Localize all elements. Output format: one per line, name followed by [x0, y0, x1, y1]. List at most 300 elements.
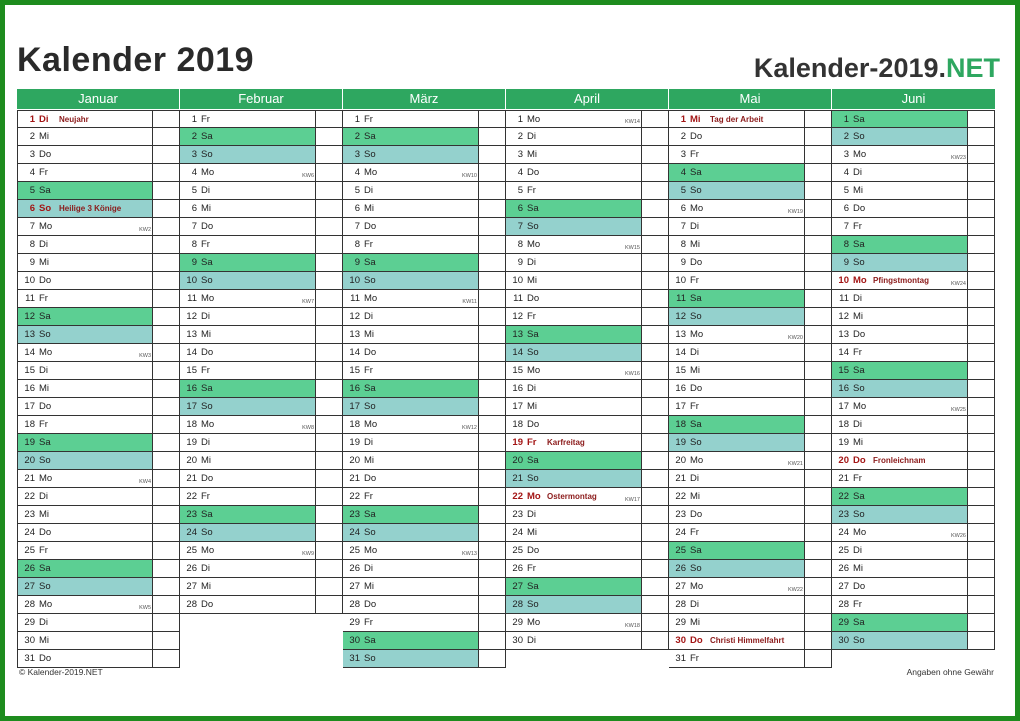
- day-number: 1: [29, 113, 35, 125]
- extra-box: [967, 164, 994, 181]
- day-number: 2: [29, 131, 35, 142]
- day-row: [506, 488, 669, 506]
- day-number: 27: [186, 581, 197, 592]
- weekday-label: Fr: [690, 149, 699, 160]
- weekday-label: So: [527, 473, 539, 484]
- weekday-label: Sa: [364, 131, 376, 142]
- day-row: [669, 560, 832, 578]
- day-number: 7: [29, 221, 35, 232]
- day-row: [180, 506, 343, 524]
- holiday-label: Fronleichnam: [873, 456, 926, 465]
- extra-box: [478, 398, 505, 415]
- day-row: [343, 308, 506, 326]
- day-number: 3: [29, 149, 35, 160]
- day-number: 31: [675, 653, 686, 664]
- day-row: [832, 596, 995, 614]
- extra-box: [315, 578, 342, 595]
- weekday-label: Do: [39, 527, 52, 538]
- extra-box: [967, 506, 994, 523]
- extra-box: [641, 470, 668, 487]
- weekday-label: So: [39, 203, 52, 214]
- weekday-label: Mi: [690, 491, 701, 502]
- extra-box: [641, 200, 668, 217]
- day-row: [669, 506, 832, 524]
- extra-box: [152, 596, 179, 613]
- weekday-label: Sa: [690, 167, 702, 178]
- day-row: [17, 398, 180, 416]
- extra-box: [967, 596, 994, 613]
- weekday-label: Fr: [201, 239, 210, 250]
- day-number: 20: [838, 455, 849, 466]
- day-row: [180, 524, 343, 542]
- day-number: 1: [517, 113, 523, 125]
- weekday-label: Fr: [853, 221, 862, 232]
- day-number: 29: [349, 617, 360, 628]
- day-number: 11: [839, 293, 849, 304]
- weekday-label: Mo: [690, 455, 704, 466]
- day-number: 23: [24, 509, 35, 520]
- weekday-label: Fr: [690, 401, 699, 412]
- extra-box: [804, 272, 831, 289]
- extra-box: [152, 218, 179, 235]
- weekday-label: Mi: [364, 329, 375, 340]
- day-number: 27: [838, 581, 849, 592]
- weekday-label: So: [201, 149, 213, 160]
- week-number: KW11: [462, 299, 477, 305]
- day-row: [180, 110, 343, 128]
- day-number: 28: [838, 599, 849, 610]
- weekday-label: Mi: [690, 113, 701, 125]
- day-row: [832, 290, 995, 308]
- extra-box: [804, 128, 831, 145]
- day-row: [180, 452, 343, 470]
- day-number: 5: [29, 185, 35, 196]
- day-number: 18: [512, 419, 523, 430]
- weekday-label: Mi: [201, 329, 212, 340]
- day-row: [832, 110, 995, 128]
- day-number: 7: [517, 221, 523, 232]
- extra-box: [804, 434, 831, 451]
- day-number: 3: [680, 149, 686, 160]
- day-number: 3: [354, 149, 360, 160]
- month-column: [17, 110, 180, 668]
- weekday-label: Do: [690, 131, 703, 142]
- day-number: 15: [675, 365, 686, 376]
- day-number: 23: [512, 509, 523, 520]
- day-number: 19: [349, 437, 360, 448]
- day-number: 17: [675, 401, 686, 412]
- extra-box: [804, 164, 831, 181]
- extra-box: [315, 290, 342, 307]
- day-row: [17, 290, 180, 308]
- day-number: 14: [24, 347, 35, 358]
- day-row: [506, 272, 669, 290]
- weekday-label: Sa: [527, 329, 539, 340]
- extra-box: [152, 650, 179, 667]
- day-row: [669, 470, 832, 488]
- day-number: 6: [680, 203, 686, 214]
- weekday-label: Sa: [853, 617, 865, 628]
- day-number: 11: [676, 293, 686, 304]
- day-row: [669, 578, 832, 596]
- day-row: [832, 272, 995, 290]
- copyright-note: © Kalender-2019.NET: [19, 667, 103, 677]
- day-row: [506, 560, 669, 578]
- day-number: 12: [838, 311, 849, 322]
- day-number: 13: [186, 329, 197, 340]
- extra-box: [315, 236, 342, 253]
- day-number: 26: [24, 563, 35, 574]
- extra-box: [478, 344, 505, 361]
- extra-box: [804, 416, 831, 433]
- extra-box: [478, 614, 505, 631]
- extra-box: [804, 506, 831, 523]
- extra-box: [315, 434, 342, 451]
- day-number: 6: [29, 203, 35, 214]
- week-number: KW13: [462, 551, 477, 557]
- week-number: KW22: [788, 587, 803, 593]
- extra-box: [967, 632, 994, 649]
- weekday-label: Fr: [527, 185, 536, 196]
- weekday-label: So: [853, 383, 865, 394]
- weekday-label: Sa: [364, 509, 376, 520]
- day-row: [343, 596, 506, 614]
- day-row: [180, 128, 343, 146]
- extra-box: [967, 434, 994, 451]
- day-number: 28: [675, 599, 686, 610]
- day-row: [669, 380, 832, 398]
- weekday-label: Di: [39, 365, 48, 376]
- extra-box: [478, 596, 505, 613]
- day-row: [180, 146, 343, 164]
- day-row: [669, 488, 832, 506]
- extra-box: [315, 416, 342, 433]
- day-row: [343, 470, 506, 488]
- day-number: 9: [680, 257, 686, 268]
- day-row: [17, 434, 180, 452]
- day-row: [343, 614, 506, 632]
- extra-box: [967, 111, 994, 127]
- month-header: Januar: [17, 89, 180, 109]
- extra-box: [967, 218, 994, 235]
- weekday-label: Di: [201, 563, 210, 574]
- extra-box: [641, 488, 668, 505]
- day-number: 27: [512, 581, 523, 592]
- extra-box: [315, 200, 342, 217]
- day-number: 19: [512, 437, 523, 448]
- day-row: [669, 596, 832, 614]
- weekday-label: Sa: [201, 383, 213, 394]
- weekday-label: So: [364, 275, 376, 286]
- extra-box: [315, 452, 342, 469]
- day-row: [17, 596, 180, 614]
- day-number: 12: [24, 311, 35, 322]
- day-row: [669, 254, 832, 272]
- weekday-label: Fr: [39, 545, 48, 556]
- day-row: [180, 236, 343, 254]
- extra-box: [152, 524, 179, 541]
- weekday-label: Di: [39, 617, 48, 628]
- extra-box: [478, 560, 505, 577]
- extra-box: [478, 218, 505, 235]
- extra-box: [315, 542, 342, 559]
- extra-box: [152, 452, 179, 469]
- day-row: [832, 434, 995, 452]
- week-number: KW15: [625, 245, 640, 251]
- day-row: [343, 362, 506, 380]
- weekday-label: Di: [853, 545, 862, 556]
- day-row: [343, 650, 506, 668]
- day-row: [506, 398, 669, 416]
- day-row: [832, 182, 995, 200]
- day-row: [17, 182, 180, 200]
- weekday-label: Do: [364, 221, 377, 232]
- day-number: 19: [675, 437, 686, 448]
- day-number: 2: [680, 131, 686, 142]
- holiday-label: Ostermontag: [547, 492, 597, 501]
- day-row: [669, 272, 832, 290]
- day-number: 2: [354, 131, 360, 142]
- day-number: 16: [186, 383, 197, 394]
- weekday-label: Mo: [527, 491, 541, 502]
- extra-box: [315, 506, 342, 523]
- day-row: [17, 308, 180, 326]
- day-number: 23: [186, 509, 197, 520]
- day-number: 15: [186, 365, 197, 376]
- day-number: 14: [186, 347, 197, 358]
- extra-box: [641, 236, 668, 253]
- extra-box: [152, 254, 179, 271]
- day-row: [506, 308, 669, 326]
- holiday-label: Christi Himmelfahrt: [710, 636, 785, 645]
- weekday-label: So: [201, 401, 213, 412]
- day-number: 30: [838, 635, 849, 646]
- day-number: 11: [513, 293, 523, 304]
- weekday-label: Mo: [527, 365, 541, 376]
- extra-box: [315, 218, 342, 235]
- extra-box: [478, 111, 505, 127]
- day-number: 21: [349, 473, 360, 484]
- day-row: [669, 632, 832, 650]
- extra-box: [967, 488, 994, 505]
- weekday-label: Fr: [853, 347, 862, 358]
- extra-box: [152, 290, 179, 307]
- extra-box: [967, 272, 994, 289]
- day-row: [506, 434, 669, 452]
- weekday-label: Di: [364, 311, 373, 322]
- weekday-label: Do: [364, 473, 377, 484]
- extra-box: [152, 488, 179, 505]
- day-row: [669, 362, 832, 380]
- weekday-label: Fr: [39, 419, 48, 430]
- day-row: [669, 650, 832, 668]
- extra-box: [804, 218, 831, 235]
- extra-box: [478, 182, 505, 199]
- extra-box: [315, 146, 342, 163]
- day-number: 8: [191, 239, 197, 250]
- weekday-label: Fr: [527, 563, 536, 574]
- day-number: 9: [517, 257, 523, 268]
- day-row: [506, 596, 669, 614]
- day-row: [506, 236, 669, 254]
- weekday-label: So: [690, 437, 702, 448]
- extra-box: [152, 578, 179, 595]
- weekday-label: Do: [527, 293, 540, 304]
- day-row: [832, 452, 995, 470]
- day-row: [506, 128, 669, 146]
- week-number: KW21: [788, 461, 803, 467]
- weekday-label: So: [364, 527, 376, 538]
- day-row: [506, 362, 669, 380]
- weekday-label: Sa: [39, 311, 51, 322]
- holiday-label: Karfreitag: [547, 438, 585, 447]
- extra-box: [967, 560, 994, 577]
- weekday-label: Mi: [201, 455, 212, 466]
- day-row: [17, 578, 180, 596]
- holiday-label: Heilige 3 Könige: [59, 204, 122, 213]
- weekday-label: Do: [39, 149, 52, 160]
- weekday-label: Sa: [39, 437, 51, 448]
- day-number: 4: [680, 167, 686, 178]
- extra-box: [967, 578, 994, 595]
- weekday-label: Sa: [853, 491, 865, 502]
- day-row: [832, 308, 995, 326]
- weekday-label: Mo: [527, 617, 541, 628]
- day-number: 2: [191, 131, 197, 142]
- extra-box: [478, 146, 505, 163]
- extra-box: [478, 650, 505, 667]
- day-number: 24: [24, 527, 35, 538]
- weekday-label: Do: [690, 635, 703, 646]
- day-number: 5: [517, 185, 523, 196]
- weekday-label: Do: [527, 419, 540, 430]
- day-number: 20: [675, 455, 686, 466]
- extra-box: [804, 452, 831, 469]
- day-row: [506, 506, 669, 524]
- extra-box: [967, 200, 994, 217]
- calendar-grid: [17, 89, 996, 668]
- day-number: 22: [675, 491, 686, 502]
- day-row: [832, 254, 995, 272]
- day-row: [17, 128, 180, 146]
- day-row: [669, 110, 832, 128]
- weekday-label: Sa: [853, 113, 865, 125]
- day-number: 9: [191, 257, 197, 268]
- extra-box: [315, 524, 342, 541]
- weekday-label: Do: [690, 257, 703, 268]
- day-row: [343, 290, 506, 308]
- day-row: [180, 308, 343, 326]
- extra-box: [478, 416, 505, 433]
- weekday-label: So: [527, 599, 539, 610]
- weekday-label: Mi: [853, 437, 864, 448]
- extra-box: [804, 111, 831, 127]
- extra-box: [152, 111, 179, 127]
- extra-box: [804, 470, 831, 487]
- weekday-label: Sa: [690, 293, 702, 304]
- extra-box: [478, 488, 505, 505]
- day-number: 11: [25, 293, 35, 304]
- weekday-label: Mi: [39, 131, 50, 142]
- day-row: [832, 236, 995, 254]
- day-number: 20: [186, 455, 197, 466]
- weekday-label: Sa: [527, 581, 539, 592]
- extra-box: [152, 398, 179, 415]
- day-number: 4: [354, 167, 360, 178]
- day-row: [343, 272, 506, 290]
- day-row: [180, 470, 343, 488]
- day-row: [17, 452, 180, 470]
- weekday-label: Sa: [527, 203, 539, 214]
- month-column: [669, 110, 832, 668]
- weekday-label: Fr: [853, 473, 862, 484]
- day-number: 28: [349, 599, 360, 610]
- day-row: [343, 236, 506, 254]
- weekday-label: Fr: [527, 437, 537, 448]
- extra-box: [478, 272, 505, 289]
- day-number: 10: [349, 275, 360, 286]
- day-row: [669, 200, 832, 218]
- day-row: [180, 182, 343, 200]
- day-row: [506, 200, 669, 218]
- day-number: 22: [512, 491, 523, 502]
- weekday-label: So: [527, 221, 539, 232]
- day-row: [832, 560, 995, 578]
- weekday-label: Di: [527, 509, 536, 520]
- day-row: [343, 632, 506, 650]
- weekday-label: Mi: [39, 383, 50, 394]
- day-number: 9: [843, 257, 849, 268]
- week-number: KW5: [139, 605, 151, 611]
- day-row: [669, 218, 832, 236]
- extra-box: [804, 344, 831, 361]
- extra-box: [641, 416, 668, 433]
- extra-box: [152, 326, 179, 343]
- extra-box: [478, 290, 505, 307]
- weekday-label: So: [39, 329, 51, 340]
- day-number: 23: [838, 509, 849, 520]
- extra-box: [478, 452, 505, 469]
- extra-box: [478, 128, 505, 145]
- extra-box: [641, 272, 668, 289]
- day-row: [832, 146, 995, 164]
- weekday-label: Mo: [39, 473, 53, 484]
- extra-box: [315, 362, 342, 379]
- extra-box: [641, 128, 668, 145]
- day-number: 1: [354, 113, 360, 125]
- weekday-label: Fr: [201, 365, 210, 376]
- day-number: 10: [24, 275, 35, 286]
- day-number: 11: [350, 293, 360, 304]
- weekday-label: Di: [690, 599, 699, 610]
- day-row: [180, 488, 343, 506]
- day-row: [343, 182, 506, 200]
- weekday-label: Fr: [690, 275, 699, 286]
- month-header-row: [17, 89, 996, 109]
- extra-box: [804, 542, 831, 559]
- weekday-label: So: [853, 509, 865, 520]
- weekday-label: Mo: [853, 275, 867, 286]
- weekday-label: Do: [690, 509, 703, 520]
- day-row: [506, 380, 669, 398]
- extra-box: [315, 488, 342, 505]
- week-number: KW6: [302, 173, 314, 179]
- extra-box: [804, 632, 831, 649]
- extra-box: [804, 254, 831, 271]
- extra-box: [967, 416, 994, 433]
- weekday-label: Sa: [527, 455, 539, 466]
- weekday-label: Mi: [364, 455, 375, 466]
